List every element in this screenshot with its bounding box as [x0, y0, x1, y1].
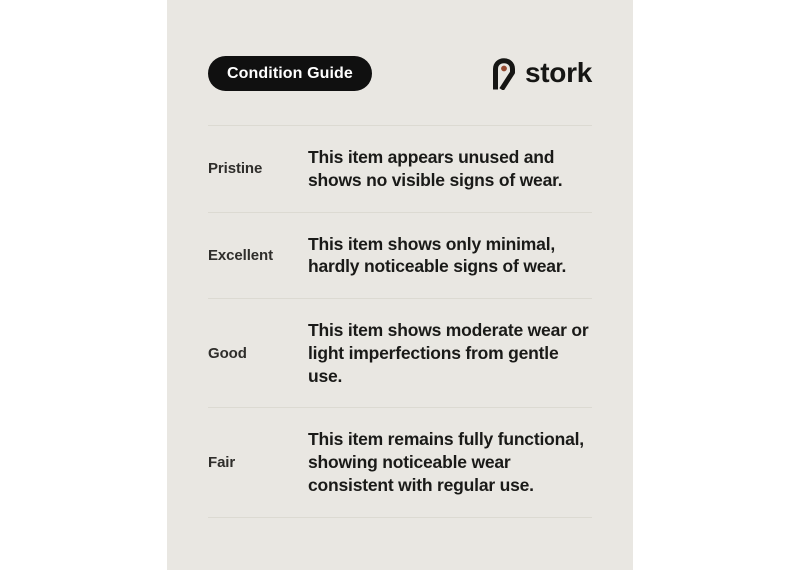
card-header: [167, 0, 633, 91]
condition-row-excellent: [208, 212, 592, 299]
condition-label: Good: [208, 344, 247, 362]
condition-description: This item appears unused and shows no visible signs of wear.: [308, 147, 563, 190]
stork-wordmark: stork: [525, 56, 592, 88]
condition-row-good: [208, 298, 592, 407]
condition-guide-badge-label: Condition Guide: [227, 64, 353, 82]
stork-pin-icon: [491, 58, 517, 90]
condition-guide-badge: [208, 56, 372, 91]
condition-description: This item shows only minimal, hardly noticeable signs of wear.: [308, 233, 567, 277]
condition-row-pristine: [208, 125, 592, 212]
condition-description: This item shows moderate wear or light imperfections from gentle use.: [308, 320, 589, 386]
condition-description: This item remains fully functional, showing noticeable wear consistent with regular use.: [308, 429, 584, 495]
condition-label: Fair: [208, 453, 236, 471]
condition-label: Pristine: [208, 160, 263, 178]
stork-logo: [491, 58, 592, 90]
condition-label: Excellent: [208, 246, 273, 264]
condition-row-fair: [208, 407, 592, 517]
condition-guide-card: [167, 0, 633, 570]
condition-table: [208, 125, 592, 518]
